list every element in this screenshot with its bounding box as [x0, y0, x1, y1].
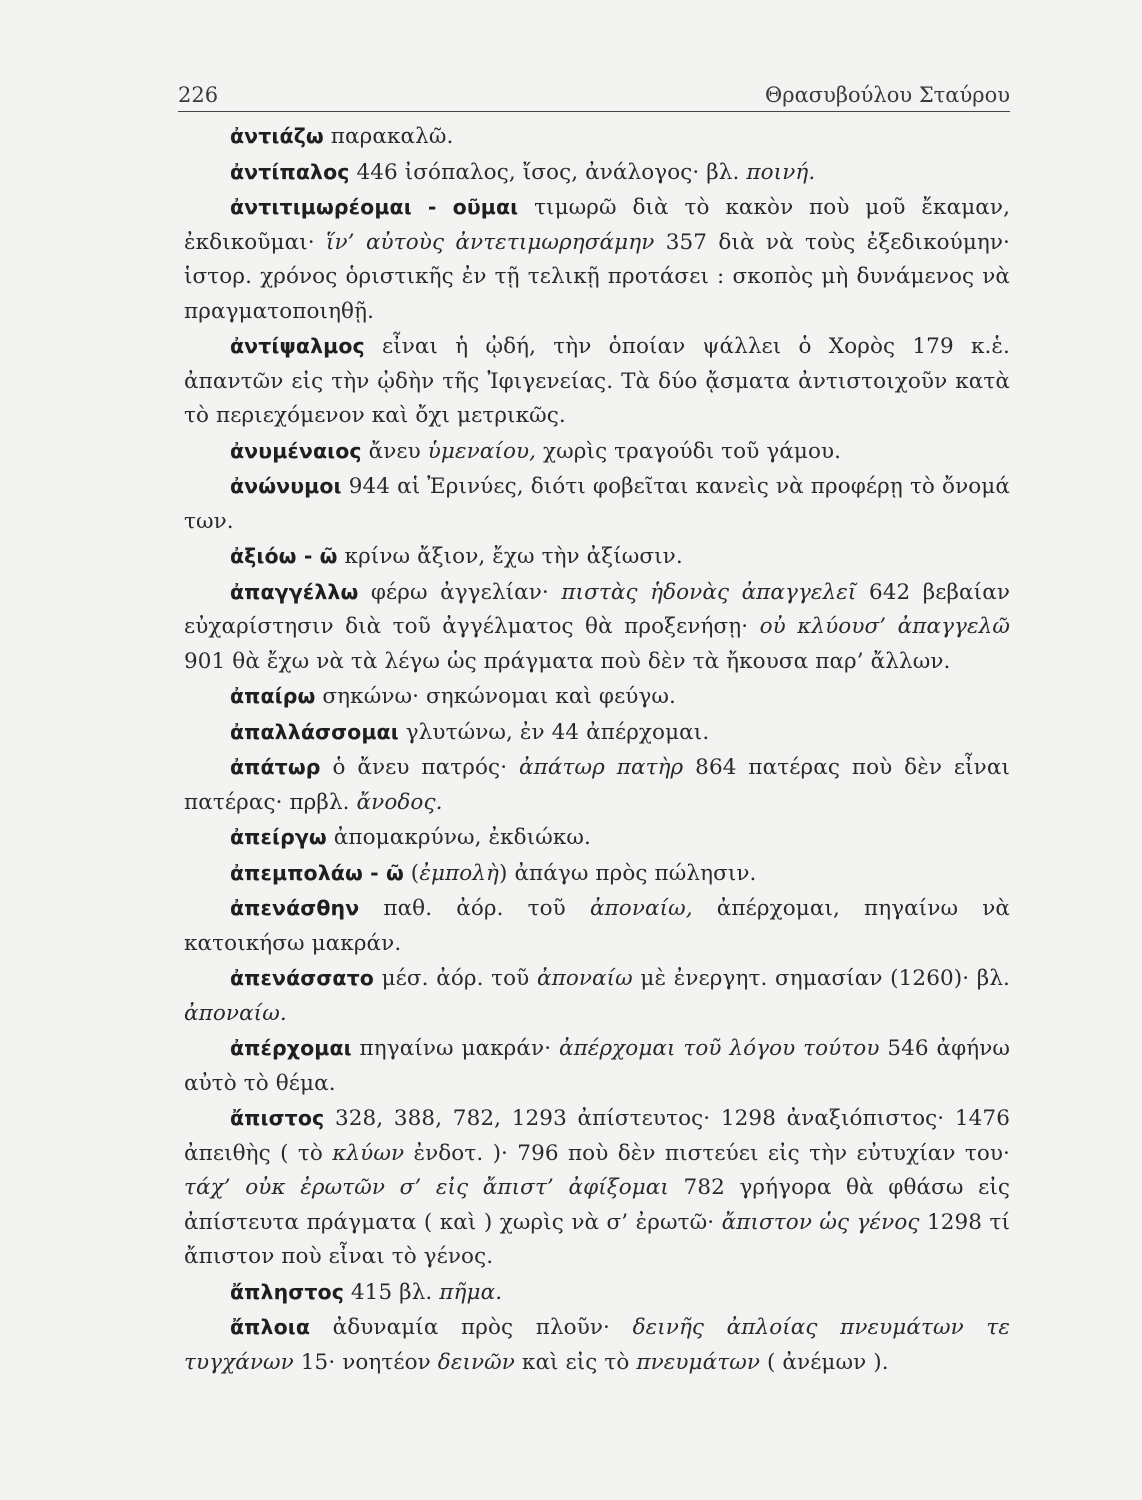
- entry-text: σηκώνω· σηκώνομαι καὶ φεύγω.: [315, 684, 676, 709]
- page-header: [178, 72, 1010, 112]
- entry-text: παθ. ἀόρ. τοῦ: [359, 896, 590, 921]
- entry-text: τιμωρῶ διὰ τὸ κακὸν ποὺ μοῦ ἔκαμαν, ἐκδικοῦμαι·: [184, 195, 1010, 255]
- entry-headword: ἀντιάζω: [230, 124, 324, 148]
- entry-citation: πνευμάτων: [636, 1349, 761, 1375]
- running-title: Θρασυβούλου Σταύρου: [765, 83, 1010, 107]
- entry-text: 864 πατέρας ποὺ δὲν εἶναι πατέρας· πρβλ.: [184, 755, 1010, 815]
- entry-citation: δεινῆς ἀπλοίας πνευμάτων τε τυγχάνων: [184, 1315, 1010, 1375]
- entry-headword: ἀπαλλάσσομαι: [230, 719, 399, 744]
- entry-citation: δεινῶν: [437, 1349, 515, 1375]
- glossary-entry: [184, 856, 1010, 892]
- entry-text: χωρὶς τραγούδι τοῦ γάμου.: [536, 438, 842, 464]
- entry-text: 415 βλ.: [343, 1279, 440, 1305]
- entry-text: 357 διὰ νὰ τοὺς ἐξεδικούμην· ἱστορ. χρόνος ὁριστικῆς ἐν τῇ τελικῇ προτάσει : σκοπὸς μὴ δυνάμενος νὰ πραγματοποιηθῇ.: [184, 229, 1010, 324]
- entry-citation: ποινή.: [746, 159, 816, 185]
- entry-citation: ἄνοδος.: [356, 789, 443, 815]
- entry-headword: ἀντιτιμωρέομαι - οῦμαι: [230, 195, 519, 219]
- glossary-entry: [184, 1275, 1010, 1311]
- entry-text: 328, 388, 782, 1293 ἀπίστευτος· 1298 ἀναξιόπιστος· 1476 ἀπειθὴς ( τὸ: [184, 1106, 1010, 1166]
- entry-headword: ἄπιστος: [230, 1106, 325, 1130]
- glossary-entry: [184, 190, 1010, 329]
- entry-text: ἀδυναμία πρὸς πλοῦν·: [310, 1315, 633, 1340]
- entry-text: ἐνδοτ. )· 796 ποὺ δὲν πιστεύει εἰς τὴν εὐτυχίαν του·: [404, 1140, 1010, 1166]
- glossary-entry: [184, 1031, 1010, 1101]
- entry-headword: ἀπεμπολάω - ῶ: [230, 860, 404, 885]
- entry-headword: ἄπλοια: [230, 1315, 311, 1339]
- glossary-entries: [184, 119, 1010, 1380]
- glossary-entry: [184, 750, 1010, 820]
- entry-headword: ἀντίπαλος: [230, 159, 350, 184]
- entry-headword: ἀνυμέναιος: [230, 438, 362, 463]
- entry-headword: ἀπάτωρ: [230, 755, 321, 779]
- entry-citation: ἐμπολὴ: [419, 860, 500, 886]
- entry-citation: πῆμα.: [439, 1279, 503, 1305]
- entry-citation: ὑμεναίου,: [427, 438, 537, 464]
- glossary-entry: [184, 575, 1010, 680]
- entry-citation: πιστὰς ἡδονὰς ἀπαγγελεῖ: [561, 579, 857, 605]
- entry-text: 446 ἰσόπαλος, ἴσος, ἀνάλογος· βλ.: [349, 159, 747, 185]
- entry-text: ἀπέρχομαι, πηγαίνω νὰ κατοικήσω μακράν.: [184, 896, 1010, 956]
- entry-text: παρακαλῶ.: [323, 124, 454, 149]
- entry-text: ὁ ἄνευ πατρός·: [320, 755, 520, 780]
- entry-text: μὲ ἐνεργητ. σημασίαν (1260)· βλ.: [632, 966, 1010, 991]
- entry-text: πηγαίνω μακράν·: [351, 1036, 559, 1061]
- entry-citation: ἀποναίω,: [589, 896, 693, 921]
- page-number: 226: [178, 83, 219, 107]
- entry-headword: ἄπληστος: [230, 1279, 344, 1304]
- entry-text: (: [403, 860, 420, 886]
- glossary-entry: [184, 820, 1010, 856]
- entry-text: μέσ. ἀόρ. τοῦ: [373, 966, 537, 991]
- glossary-entry: [184, 155, 1010, 191]
- entry-text: κρίνω ἄξιον, ἔχω τὴν ἀξίωσιν.: [337, 544, 683, 569]
- entry-citation: ἀποναίω.: [184, 1000, 287, 1026]
- glossary-entry: [184, 891, 1010, 961]
- entry-citation: τάχ’ οὐκ ἐρωτῶν σ’ εἰς ἄπιστ’ ἀφίξομαι: [184, 1175, 669, 1200]
- entry-text: ἀπομακρύνω, ἐκδιώκω.: [326, 825, 591, 850]
- entry-citation: ἀποναίω: [536, 966, 633, 991]
- entry-headword: ἀπενάσθην: [230, 896, 360, 920]
- glossary-entry: [184, 119, 1010, 155]
- entry-headword: ἀπενάσσατο: [230, 966, 374, 990]
- entry-text: φέρω ἀγγελίαν·: [358, 579, 562, 605]
- glossary-entry: [184, 679, 1010, 715]
- entry-headword: ἀπείργω: [230, 825, 327, 849]
- entry-headword: ἀπέρχομαι: [230, 1036, 352, 1060]
- entry-headword: ἀντίψαλμος: [230, 334, 365, 358]
- entry-text: 782 γρήγορα θὰ φθάσω εἰς ἀπίστευτα πράγματα ( καὶ ) χωρὶς νὰ σ’ ἐρωτῶ·: [184, 1175, 1010, 1235]
- glossary-entry: [184, 961, 1010, 1031]
- entry-citation: ἀπάτωρ πατὴρ: [519, 755, 684, 780]
- entry-headword: ἀπαγγέλλω: [230, 579, 359, 604]
- glossary-entry: [184, 469, 1010, 539]
- entry-citation: ἀπέρχομαι τοῦ λόγου τούτου: [558, 1036, 880, 1061]
- entry-text: ) ἀπάγω πρὸς πώλησιν.: [499, 860, 757, 886]
- entry-citation: ἵν’ αὐτοὺς ἀντετιμωρησάμην: [325, 229, 655, 255]
- entry-text: γλυτώνω, ἐν 44 ἀπέρχομαι.: [398, 719, 710, 745]
- entry-headword: ἀνώνυμοι: [230, 474, 342, 498]
- entry-text: καὶ εἰς τὸ: [514, 1349, 637, 1375]
- entry-text: 901 θὰ ἔχω νὰ τὰ λέγω ὡς πράγματα ποὺ δὲν τὰ ἤκουσα παρ’ ἄλλων.: [184, 648, 951, 674]
- entry-citation: κλύων: [332, 1140, 405, 1166]
- glossary-entry: [184, 1310, 1010, 1380]
- entry-citation: οὐ κλύουσ’ ἀπαγγελῶ: [759, 614, 1010, 639]
- entry-citation: ἄπιστον ὡς γένος: [721, 1209, 920, 1235]
- entry-text: 1298 τί ἄπιστον ποὺ εἶναι τὸ γένος.: [184, 1209, 1010, 1269]
- entry-text: 642 βεβαίαν εὐχαρίστησιν διὰ τοῦ ἀγγέλματος θὰ προξενήσῃ·: [184, 579, 1010, 639]
- glossary-entry: [184, 715, 1010, 751]
- glossary-entry: [184, 539, 1010, 575]
- entry-headword: ἀξιόω - ῶ: [230, 544, 338, 568]
- entry-text: 15· νοητέον: [293, 1349, 438, 1375]
- glossary-entry: [184, 1101, 1010, 1275]
- entry-text: εἶναι ἡ ᾠδή, τὴν ὁποίαν ψάλλει ὁ Χορὸς 179 κ.ἑ. ἀπαντῶν εἰς τὴν ᾠδὴν τῆς Ἰφιγενείας. Τὰ δύο ᾄσματα ἀντιστοιχοῦν κατὰ τὸ περιεχόμενον καὶ ὄχι μετρικῶς.: [184, 334, 1010, 428]
- entry-text: ( ἀνέμων ).: [760, 1349, 889, 1375]
- entry-headword: ἀπαίρω: [230, 684, 316, 708]
- glossary-entry: [184, 434, 1010, 470]
- entry-text: ἄνευ: [361, 438, 428, 464]
- entry-text: 944 αἱ Ἐρινύες, διότι φοβεῖται κανεὶς νὰ προφέρῃ τὸ ὄνομά των.: [184, 474, 1010, 534]
- glossary-entry: [184, 329, 1010, 434]
- entry-text: 546 ἀφήνω αὐτὸ τὸ θέμα.: [184, 1036, 1011, 1096]
